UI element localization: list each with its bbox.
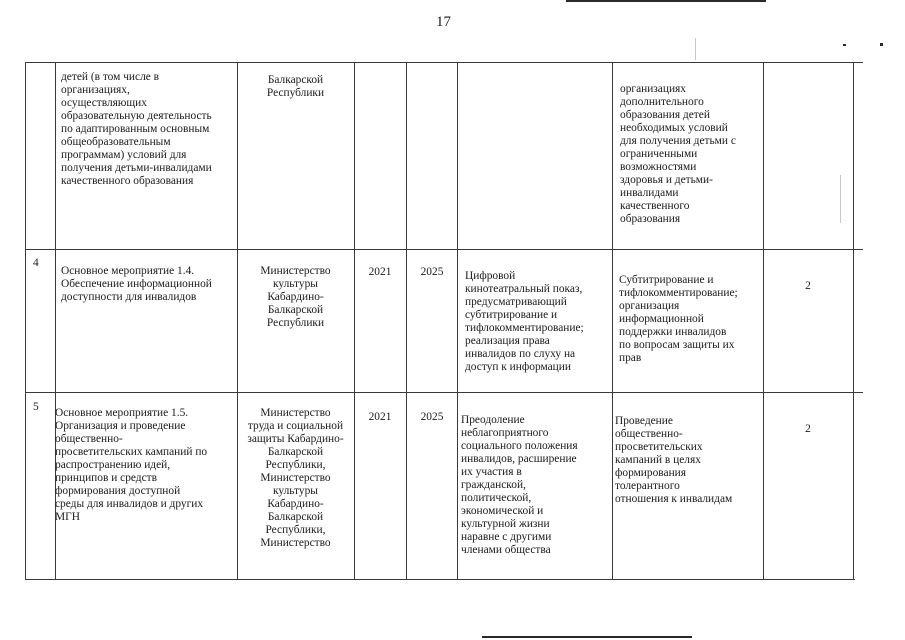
table-rule xyxy=(457,62,458,580)
text-line: получения детьми-инвалидами xyxy=(61,162,212,174)
text-line: качественного xyxy=(620,200,690,212)
text-line: МГН xyxy=(55,511,80,523)
table-rule xyxy=(763,62,764,580)
text-line: Субтитрирование и xyxy=(619,274,714,286)
text-line: по адаптированным основным xyxy=(61,123,210,135)
text-line: Обеспечение информационной xyxy=(61,278,212,290)
text-line: организациях, xyxy=(61,84,130,96)
text-line: возможностями xyxy=(620,161,697,173)
table-rule xyxy=(25,62,26,580)
text-line: Преодоление xyxy=(461,414,525,426)
text-line: труда и социальной xyxy=(247,420,344,432)
table-rule xyxy=(612,62,613,580)
text-line: субтитрирование и xyxy=(465,309,558,321)
text-line: культуры xyxy=(273,485,318,497)
text-line: культурной жизни xyxy=(461,518,550,530)
text-line: Основное мероприятие 1.5. xyxy=(55,407,189,419)
row-description xyxy=(461,414,578,557)
text-line: формирования доступной xyxy=(55,485,181,497)
text-line: доступности для инвалидов xyxy=(61,291,197,303)
row-executor xyxy=(237,407,354,550)
text-line: тифлокомментирование; xyxy=(465,322,584,334)
text-line: информационной xyxy=(619,313,704,325)
text-line: Республики, xyxy=(265,524,326,536)
text-line: Министерство xyxy=(260,407,331,419)
text-line: социального положения xyxy=(461,440,578,452)
row-year-start: 2021 xyxy=(368,266,392,278)
text-line: организациях xyxy=(620,83,686,95)
text-line: среды для инвалидов и других xyxy=(55,498,204,510)
row-result xyxy=(620,83,736,226)
text-line: Республики, xyxy=(265,459,326,471)
text-line: необходимых условий xyxy=(620,122,728,134)
row-result xyxy=(619,274,738,365)
text-line: образования xyxy=(620,213,681,225)
text-line: инвалидов, расширение xyxy=(461,453,577,465)
text-line: формирования xyxy=(615,467,687,479)
row-activity xyxy=(55,407,207,524)
table-rule xyxy=(406,62,407,580)
text-line: тифлокомментирование; xyxy=(619,287,738,299)
text-line: Министерство xyxy=(260,472,331,484)
text-line: неблагоприятного xyxy=(461,427,549,439)
table-rule xyxy=(25,392,863,393)
row-extra-value: 2 xyxy=(805,280,811,292)
text-line: Республики xyxy=(266,317,325,329)
text-line: инвалидами xyxy=(620,187,679,199)
row-activity xyxy=(61,71,212,188)
text-line: просветительских xyxy=(615,441,703,453)
text-line: кампаний в целях xyxy=(615,454,701,466)
row-number: 4 xyxy=(33,257,39,269)
scan-mark-bottom xyxy=(482,636,692,638)
row-year-end: 2025 xyxy=(420,411,444,423)
text-line: общественно- xyxy=(55,433,123,445)
text-line: Цифровой xyxy=(465,270,516,282)
text-line: Республики xyxy=(266,87,325,99)
table-rule xyxy=(354,62,355,580)
text-line: осуществляющих xyxy=(61,97,147,109)
page-number: 17 xyxy=(436,14,451,30)
text-line: реализация права xyxy=(465,335,550,347)
scan-dot xyxy=(880,43,883,46)
row-extra-value: 2 xyxy=(805,423,811,435)
text-line: образовательную деятельность xyxy=(61,110,212,122)
text-line: для получения детьми с xyxy=(620,135,736,147)
table-rule xyxy=(25,579,855,580)
scan-guide-line xyxy=(695,38,696,60)
text-line: гражданской, xyxy=(461,479,526,491)
text-line: толерантного xyxy=(615,480,680,492)
row-executor xyxy=(237,74,354,100)
text-line: по вопросам защиты их xyxy=(619,339,735,351)
text-line: членами общества xyxy=(461,544,551,556)
text-line: Министерство xyxy=(260,537,331,549)
text-line: наравне с другими xyxy=(461,531,552,543)
row-result xyxy=(615,415,732,506)
text-line: Министерство xyxy=(260,265,331,277)
text-line: Кабардино- xyxy=(267,498,324,510)
text-line: Кабардино- xyxy=(267,291,324,303)
text-line: дополнительного xyxy=(620,96,704,108)
text-line: кинотеатральный показ, xyxy=(465,283,583,295)
text-line: просветительских кампаний по xyxy=(55,446,208,458)
text-line: ограниченными xyxy=(620,148,698,160)
row-year-start: 2021 xyxy=(368,411,392,423)
text-line: инвалидов по слуху на xyxy=(465,348,576,360)
text-line: Балкарской xyxy=(267,446,324,458)
scan-dot xyxy=(843,44,846,46)
text-line: образования детей xyxy=(620,109,710,121)
text-line: поддержки инвалидов xyxy=(619,326,727,338)
text-line: Балкарской xyxy=(267,511,324,523)
row-activity xyxy=(61,265,212,304)
text-line: Проведение xyxy=(615,415,673,427)
text-line: Балкарской xyxy=(267,304,324,316)
text-line: организация xyxy=(619,300,680,312)
scan-mark-top xyxy=(566,0,766,2)
text-line: качественного образования xyxy=(61,175,194,187)
row-executor xyxy=(237,265,354,330)
text-line: распространению идей, xyxy=(55,459,171,471)
table-rule xyxy=(853,62,854,580)
text-line: их участия в xyxy=(461,466,522,478)
row-year-end: 2025 xyxy=(420,266,444,278)
row-number: 5 xyxy=(33,401,39,413)
table-rule xyxy=(25,62,863,63)
text-line: принципов и средств xyxy=(55,472,157,484)
text-line: предусматривающий xyxy=(465,296,567,308)
text-line: Организация и проведение xyxy=(55,420,186,432)
program-table xyxy=(25,62,863,580)
text-line: отношения к инвалидам xyxy=(615,493,733,505)
text-line: здоровья и детьми- xyxy=(620,174,713,186)
text-line: Балкарской xyxy=(267,74,324,86)
text-line: программам) условий для xyxy=(61,149,187,161)
text-line: культуры xyxy=(273,278,318,290)
text-line: прав xyxy=(619,352,642,364)
text-line: доступ к информации xyxy=(465,361,571,373)
text-line: детей (в том числе в xyxy=(61,71,160,83)
text-line: общественно- xyxy=(615,428,683,440)
text-line: защиты Кабардино- xyxy=(247,433,344,445)
text-line: общеобразовательным xyxy=(61,136,171,148)
row-description xyxy=(465,270,584,374)
text-line: политической, xyxy=(461,492,532,504)
table-rule xyxy=(25,249,863,250)
text-line: Основное мероприятие 1.4. xyxy=(61,265,195,277)
text-line: экономической и xyxy=(461,505,544,517)
